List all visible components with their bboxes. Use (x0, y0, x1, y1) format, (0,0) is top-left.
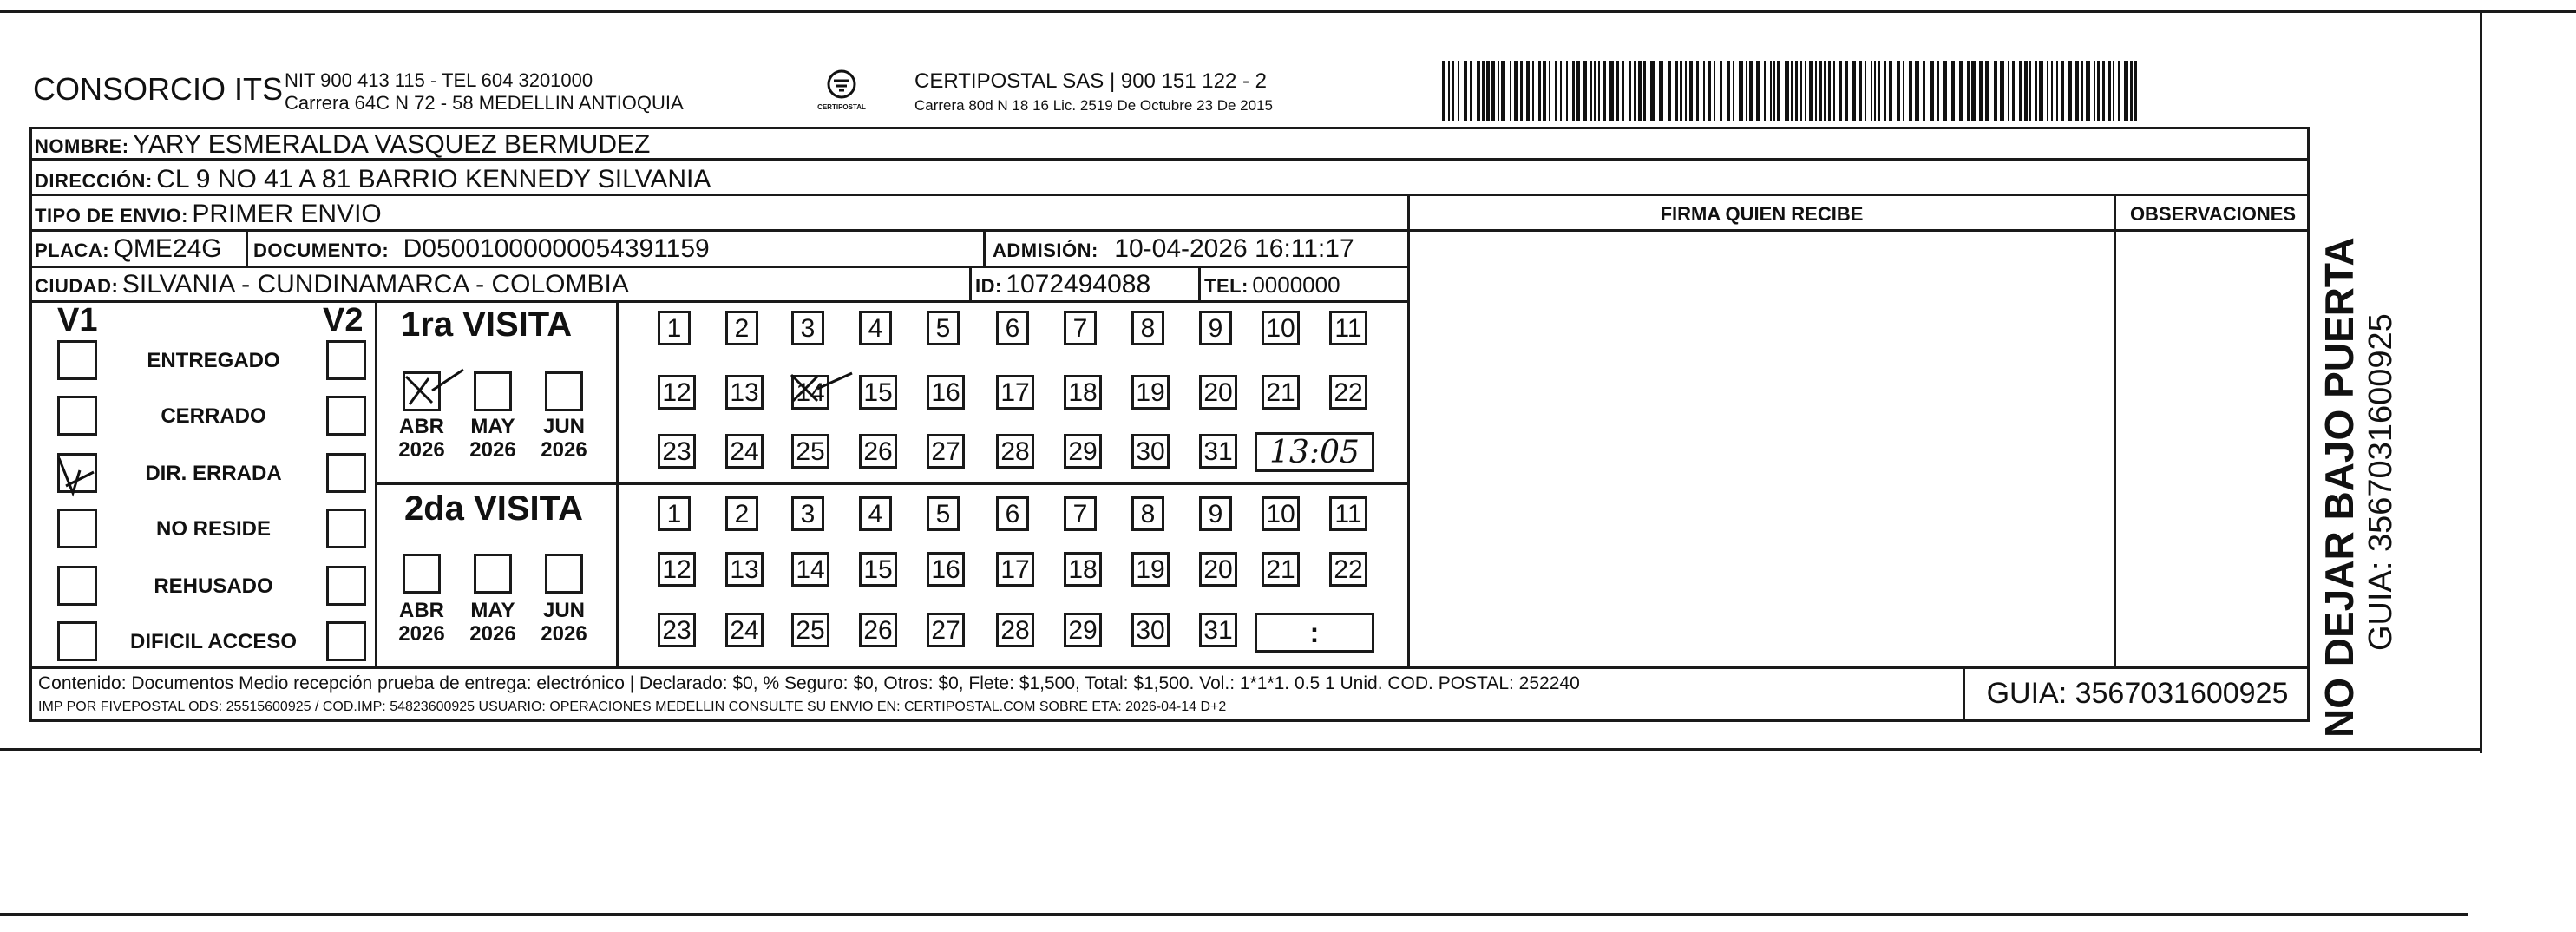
obs-header-line (2114, 229, 2310, 232)
barcode-bar (2035, 61, 2037, 121)
barcode-bar (1634, 61, 1636, 121)
v1-checkbox[interactable] (57, 566, 97, 606)
barcode-bar (1824, 61, 1826, 121)
day-box[interactable]: 3 (791, 311, 824, 345)
barcode-bar (1538, 61, 1541, 121)
obs-label: OBSERVACIONES (2129, 203, 2297, 225)
day-box[interactable]: 10 (1262, 496, 1300, 531)
barcode-bar (1491, 61, 1495, 121)
barcode-bar (1791, 61, 1793, 121)
barcode-bar (2008, 61, 2009, 121)
day-box[interactable]: 31 (1199, 613, 1237, 647)
barcode-bar (1727, 61, 1730, 121)
day-box[interactable]: 27 (927, 613, 965, 647)
barcode-bar (1566, 61, 1568, 121)
v2-checkbox[interactable] (326, 621, 366, 661)
visit-divider (375, 482, 1407, 485)
day-box[interactable]: 11 (1329, 496, 1367, 531)
tel-label: TEL: (1204, 275, 1249, 297)
barcode-bar (1739, 61, 1743, 121)
barcode-bar (1815, 61, 1817, 121)
barcode-bar (1572, 61, 1575, 121)
barcode-bar (1833, 61, 1835, 121)
status-label: CERRADO (161, 404, 266, 428)
barcode-bar (1951, 61, 1955, 121)
barcode-bar (1598, 61, 1600, 121)
month-checkbox[interactable] (403, 554, 441, 594)
barcode-bar (1442, 61, 1445, 121)
barcode-bar (2039, 61, 2043, 121)
logo-icon (824, 69, 859, 99)
barcode-bar (1486, 61, 1490, 121)
barcode-bar (1703, 61, 1705, 121)
barcode-bar (1549, 61, 1550, 121)
day-box[interactable]: 26 (859, 613, 897, 647)
tipo-row (35, 200, 382, 229)
barcode-bar (1482, 61, 1485, 121)
barcode-bar (1576, 61, 1580, 121)
v2-checkbox[interactable] (326, 453, 366, 493)
barcode-bar (2047, 61, 2048, 121)
courier-address: Carrera 80d N 18 16 Lic. 2519 De Octubre 23 De 2015 (914, 97, 1273, 114)
barcode-bar (1675, 61, 1678, 121)
v2-checkbox[interactable] (326, 566, 366, 606)
day-box[interactable]: 17 (996, 375, 1034, 410)
barcode-bar (1819, 61, 1822, 121)
right-edge (2480, 10, 2482, 753)
barcode-bar (1689, 61, 1693, 121)
cell-divider (1198, 266, 1201, 301)
barcode-bar (1458, 61, 1459, 121)
barcode-bar (2118, 61, 2120, 121)
barcode-bar (1897, 61, 1900, 121)
barcode-bar (2012, 61, 2015, 121)
id-label: ID: (975, 275, 1002, 297)
barcode-bar (1923, 61, 1925, 121)
barcode-bar (2029, 61, 2031, 121)
certipostal-logo: CERTIPOSTAL (811, 69, 872, 111)
day-box[interactable]: 6 (996, 311, 1029, 345)
barcode-bar (1680, 61, 1682, 121)
admision-value: 10-04-2026 16:11:17 (1114, 234, 1354, 263)
tel-value: 0000000 (1252, 272, 1340, 298)
barcode-bar (1959, 61, 1963, 121)
bottom-edge (0, 748, 2481, 751)
day-box[interactable]: 12 (658, 375, 696, 410)
barcode-bar (1526, 61, 1530, 121)
day-box[interactable]: 25 (791, 434, 829, 469)
documento-label: DOCUMENTO: (253, 240, 390, 261)
barcode-bar (2086, 61, 2090, 121)
v1-checkbox[interactable] (57, 509, 97, 548)
day-box[interactable]: 4 (859, 311, 892, 345)
barcode-bar (1609, 61, 1614, 121)
row-divider (29, 666, 2310, 669)
documento-row (253, 234, 710, 264)
side-text (2317, 113, 2421, 738)
nombre-row (35, 130, 650, 160)
barcode-bar (1696, 61, 1699, 121)
v1-checkbox[interactable] (57, 621, 97, 661)
barcode-bar (1845, 61, 1848, 121)
v2-checkbox[interactable] (326, 509, 366, 548)
id-value: 1072494088 (1006, 270, 1151, 299)
barcode-bar (1994, 61, 1997, 121)
day-box[interactable]: 16 (927, 552, 965, 587)
barcode-bar (1498, 61, 1499, 121)
day-box[interactable]: 8 (1131, 496, 1164, 531)
month-name: MAY (470, 599, 515, 622)
barcode-bar (1638, 61, 1642, 121)
cell-divider (969, 266, 972, 301)
barcode-bar (1714, 61, 1715, 121)
month-checkbox[interactable] (474, 554, 512, 594)
barcode-bar (1708, 61, 1711, 121)
month-year: 2026 (541, 622, 587, 646)
barcode-bar (2134, 61, 2137, 121)
day-box[interactable]: 28 (996, 613, 1034, 647)
barcode-bar (2056, 61, 2058, 121)
check-mark-icon (54, 451, 106, 500)
day-box[interactable]: 13 (725, 552, 764, 587)
day-box[interactable]: 21 (1262, 375, 1300, 410)
barcode-bar (2102, 61, 2105, 121)
day-box[interactable]: 22 (1329, 552, 1367, 587)
month-year: 2026 (541, 438, 587, 462)
firma-divider (1407, 194, 1410, 668)
cell-divider (246, 230, 248, 266)
barcode-bar (1800, 61, 1802, 121)
status-label: NO RESIDE (155, 517, 272, 541)
top-edge (0, 10, 2576, 13)
month-year: 2026 (469, 622, 516, 646)
barcode-bar (1878, 61, 1880, 121)
barcode-bar (1773, 61, 1775, 121)
barcode-bar (1889, 61, 1892, 121)
v1-checkbox[interactable] (57, 396, 97, 436)
day-box[interactable]: 15 (859, 552, 897, 587)
day-box[interactable]: 21 (1262, 552, 1300, 587)
day-box[interactable]: 8 (1131, 311, 1164, 345)
placa-value: QME24G (113, 234, 222, 263)
day-box[interactable]: 30 (1131, 613, 1170, 647)
day-box[interactable]: 18 (1064, 375, 1102, 410)
month-year: 2026 (398, 438, 445, 462)
barcode-bar (1839, 61, 1842, 121)
day-box[interactable]: 18 (1064, 552, 1102, 587)
month-checkbox[interactable] (474, 371, 512, 411)
barcode-bar (1532, 61, 1534, 121)
barcode-bar (1560, 61, 1562, 121)
month-name: JUN (542, 599, 585, 622)
day-box[interactable]: 9 (1199, 496, 1232, 531)
barcode-bar (1746, 61, 1747, 121)
nombre-value: YARY ESMERALDA VASQUEZ BERMUDEZ (133, 130, 651, 159)
documento-value: D05001000000054391159 (403, 234, 710, 263)
barcode-bar (2130, 61, 2133, 121)
month-year: 2026 (469, 438, 516, 462)
day-box[interactable]: 20 (1199, 375, 1237, 410)
visit1-title: 1ra VISITA (401, 305, 573, 344)
day-box[interactable]: 26 (859, 434, 897, 469)
barcode-bar (1452, 61, 1454, 121)
month-name: MAY (470, 415, 515, 438)
barcode (1442, 61, 2138, 121)
barcode-bar (1685, 61, 1687, 121)
v2-label: V2 (323, 302, 364, 338)
ciudad-label: CIUDAD: (35, 275, 119, 297)
barcode-bar (1971, 61, 1976, 121)
day-box[interactable]: 11 (1329, 311, 1367, 345)
day-box[interactable]: 1 (658, 496, 691, 531)
barcode-bar (1979, 61, 1983, 121)
barcode-bar (1756, 61, 1760, 121)
barcode-bar (1520, 61, 1523, 121)
placa-label: PLACA: (35, 240, 110, 261)
barcode-bar (1733, 61, 1734, 121)
day-box[interactable]: 31 (1199, 434, 1237, 469)
month-label (462, 415, 523, 462)
day-mark-icon (786, 368, 855, 406)
status-label: DIFICIL ACCESO (129, 630, 297, 653)
barcode-bar (2051, 61, 2053, 121)
barcode-bar (1785, 61, 1789, 121)
day-box[interactable]: 15 (859, 375, 897, 410)
footer-guia: GUIA: 3567031600925 (1986, 677, 2289, 710)
barcode-bar (1903, 61, 1904, 121)
barcode-bar (1805, 61, 1806, 121)
barcode-bar (1915, 61, 1919, 121)
month-name: ABR (399, 599, 444, 622)
barcode-bar (1828, 61, 1831, 121)
ciudad-row (35, 270, 629, 299)
day-box[interactable]: 29 (1064, 434, 1102, 469)
v1-checkbox[interactable] (57, 340, 97, 380)
barcode-bar (1777, 61, 1780, 121)
day-box[interactable]: 27 (927, 434, 965, 469)
day-box[interactable]: 22 (1329, 375, 1367, 410)
barcode-bar (1543, 61, 1546, 121)
barcode-bar (1616, 61, 1619, 121)
row-divider (29, 300, 1409, 303)
tel-row (1204, 272, 1340, 299)
day-box[interactable]: 24 (725, 434, 764, 469)
day-box[interactable]: 12 (658, 552, 696, 587)
barcode-bar (2061, 61, 2064, 121)
courier-name: CERTIPOSTAL SAS | 900 151 122 - 2 (914, 69, 1267, 93)
day-box[interactable]: 9 (1199, 311, 1232, 345)
day-box[interactable]: 5 (927, 311, 960, 345)
day-box[interactable]: 25 (791, 613, 829, 647)
day-box[interactable]: 1 (658, 311, 691, 345)
barcode-bar (1555, 61, 1557, 121)
barcode-bar (2108, 61, 2111, 121)
month-label (534, 599, 594, 646)
side-guia: GUIA: 3567031600925 (2363, 313, 2399, 651)
barcode-bar (2024, 61, 2028, 121)
day-box[interactable]: 17 (996, 552, 1034, 587)
barcode-bar (1629, 61, 1631, 121)
month-label (391, 599, 452, 646)
month-label (534, 415, 594, 462)
admision-row (993, 234, 1354, 264)
barcode-bar (1871, 61, 1872, 121)
day-box[interactable]: 14 (791, 375, 829, 410)
day-box[interactable]: 30 (1131, 434, 1170, 469)
v2-checkbox[interactable] (326, 340, 366, 380)
status-label: DIR. ERRADA (145, 462, 282, 485)
barcode-bar (1865, 61, 1866, 121)
admision-label: ADMISIÓN: (993, 240, 1098, 261)
visit1-time-box (1255, 432, 1374, 472)
barcode-bar (1583, 61, 1587, 121)
barcode-bar (1470, 61, 1472, 121)
barcode-bar (1514, 61, 1518, 121)
barcode-bar (1749, 61, 1753, 121)
month-label (462, 599, 523, 646)
direccion-label: DIRECCIÓN: (35, 170, 153, 192)
day-box[interactable]: 6 (996, 496, 1029, 531)
day-box[interactable]: 16 (927, 375, 965, 410)
footer-contenido: Contenido: Documentos Medio recepción prueba de entrega: electrónico | Declarado: $0, % Seguro: $0, Otros: $0, Flete: $1,500, Total: $1,500. Vol.: 1*1*1. 0.5 1 Unid. COD. POSTAL: 252240 (38, 673, 1580, 693)
barcode-bar (1874, 61, 1876, 121)
barcode-bar (2124, 61, 2128, 121)
barcode-bar (1859, 61, 1862, 121)
barcode-bar (2113, 61, 2114, 121)
cell-divider (983, 230, 986, 266)
barcode-bar (1809, 61, 1813, 121)
barcode-bar (1770, 61, 1772, 121)
scan-edge (0, 913, 2468, 916)
day-box[interactable]: 2 (725, 311, 758, 345)
placa-row (35, 234, 222, 264)
day-box[interactable]: 28 (996, 434, 1034, 469)
barcode-bar (2094, 61, 2095, 121)
tipo-label: TIPO DE ENVIO: (35, 205, 188, 226)
day-box[interactable]: 10 (1262, 311, 1300, 345)
ciudad-value: SILVANIA - CUNDINAMARCA - COLOMBIA (121, 270, 629, 299)
day-box[interactable]: 7 (1064, 311, 1097, 345)
day-box[interactable]: 2 (725, 496, 758, 531)
barcode-bar (1594, 61, 1596, 121)
barcode-bar (1909, 61, 1912, 121)
barcode-bar (1643, 61, 1646, 121)
direccion-value: CL 9 NO 41 A 81 BARRIO KENNEDY SILVANIA (156, 165, 711, 194)
firma-label: FIRMA QUIEN RECIBE (1660, 203, 1864, 225)
day-box[interactable]: 5 (927, 496, 960, 531)
barcode-bar (1650, 61, 1655, 121)
row-divider (29, 266, 1409, 268)
month-checkbox[interactable] (545, 371, 583, 411)
company-nit: NIT 900 413 115 - TEL 604 3201000 (285, 69, 593, 91)
month-mark-icon (397, 364, 467, 408)
day-box[interactable]: 14 (791, 552, 829, 587)
day-box[interactable]: 29 (1064, 613, 1102, 647)
day-box[interactable]: 7 (1064, 496, 1097, 531)
month-name: ABR (399, 415, 444, 438)
barcode-bar (1448, 61, 1450, 121)
id-row (975, 270, 1150, 299)
barcode-bar (1852, 61, 1856, 121)
barcode-bar (1930, 61, 1934, 121)
barcode-bar (1985, 61, 1989, 121)
barcode-bar (1590, 61, 1592, 121)
barcode-bar (1477, 61, 1480, 121)
day-box[interactable]: 20 (1199, 552, 1237, 587)
barcode-bar (1764, 61, 1766, 121)
day-box[interactable]: 19 (1131, 552, 1170, 587)
company-address: Carrera 64C N 72 - 58 MEDELLIN ANTIOQUIA (285, 92, 684, 114)
day-box[interactable]: 3 (791, 496, 824, 531)
barcode-bar (1795, 61, 1798, 121)
visit2-time: : (1309, 617, 1320, 648)
day-box[interactable]: 19 (1131, 375, 1170, 410)
barcode-bar (1937, 61, 1939, 121)
status-label: ENTREGADO (147, 349, 280, 372)
barcode-bar (1668, 61, 1671, 121)
company-name: CONSORCIO ITS (33, 71, 284, 107)
day-box[interactable]: 4 (859, 496, 892, 531)
row-divider (29, 229, 2310, 232)
barcode-bar (1510, 61, 1511, 121)
day-box[interactable]: 23 (658, 613, 696, 647)
barcode-bar (1622, 61, 1624, 121)
barcode-bar (2068, 61, 2072, 121)
nombre-label: NOMBRE: (35, 135, 129, 157)
obs-divider (2114, 194, 2116, 668)
barcode-bar (1659, 61, 1663, 121)
barcode-bar (1603, 61, 1606, 121)
direccion-row (35, 165, 711, 194)
v2-checkbox[interactable] (326, 396, 366, 436)
barcode-bar (1884, 61, 1886, 121)
day-box[interactable]: 23 (658, 434, 696, 469)
barcode-bar (2075, 61, 2079, 121)
month-checkbox[interactable] (545, 554, 583, 594)
v1-label: V1 (57, 302, 98, 338)
visit1-time: 13:05 (1269, 435, 1360, 470)
day-box[interactable]: 24 (725, 613, 764, 647)
barcode-bar (2097, 61, 2100, 121)
visit2-title: 2da VISITA (404, 489, 583, 528)
visit2-time-box (1255, 613, 1374, 653)
tipo-value: PRIMER ENVIO (192, 200, 382, 228)
barcode-bar (1720, 61, 1722, 121)
month-name: JUN (542, 415, 585, 438)
barcode-bar (1501, 61, 1505, 121)
month-label (391, 415, 452, 462)
side-warning: NO DEJAR BAJO PUERTA (2317, 237, 2362, 738)
footer-imp: IMP POR FIVEPOSTAL ODS: 25515600925 / COD.IMP: 54823600925 USUARIO: OPERACIONES MEDELLIN CONSULTE SU ENVIO EN: CERTIPOSTAL.COM SOBRE ETA: 2026-04-14 D+2 (38, 699, 1227, 714)
month-year: 2026 (398, 622, 445, 646)
barcode-bar (2019, 61, 2022, 121)
barcode-bar (1943, 61, 1947, 121)
status-label: REHUSADO (154, 574, 273, 598)
barcode-bar (1967, 61, 1970, 121)
day-box[interactable]: 13 (725, 375, 764, 410)
barcode-bar (2000, 61, 2004, 121)
barcode-bar (2081, 61, 2083, 121)
barcode-bar (1464, 61, 1467, 121)
